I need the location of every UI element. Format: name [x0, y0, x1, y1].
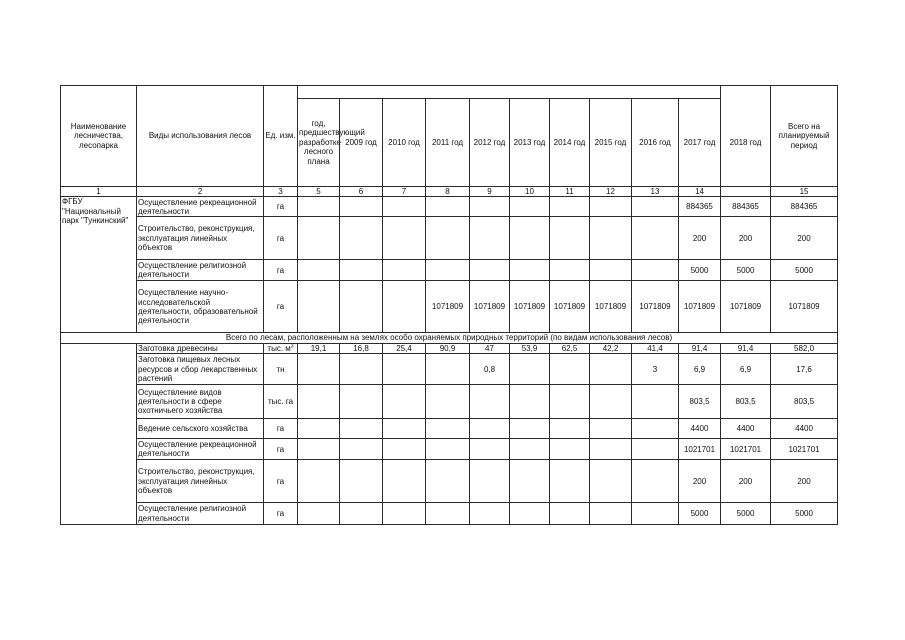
value-cell — [470, 460, 510, 503]
value-cell: 5000 — [721, 260, 771, 281]
value-cell — [632, 217, 679, 260]
unit-superscript: 3 — [290, 343, 294, 350]
use-type: Осуществление видов деятельности в сфере охотничьего хозяйства — [137, 385, 264, 419]
value-cell: 41,4 — [632, 343, 679, 353]
value-cell: 42,2 — [590, 343, 632, 353]
value-cell — [383, 385, 426, 419]
value-cell: 16,8 — [340, 343, 383, 353]
value-cell — [632, 460, 679, 503]
value-cell — [383, 197, 426, 217]
value-cell: 5000 — [721, 503, 771, 525]
value-cell — [298, 260, 340, 281]
col-number: 10 — [510, 187, 550, 197]
unit-text: тыс. га — [267, 397, 294, 407]
header-blank-cell — [721, 86, 771, 99]
use-type: Осуществление научно-исследовательской деятельности, образовательной деятельности — [137, 281, 264, 333]
col-number: 7 — [383, 187, 426, 197]
header-year-2012: 2012 год — [470, 99, 510, 187]
value-cell: 90,9 — [426, 343, 470, 353]
value-cell — [340, 385, 383, 419]
table-row — [61, 260, 838, 281]
unit-text: га — [276, 265, 285, 275]
use-type: Заготовка пищевых лесных ресурсов и сбор лекарственных растений — [137, 354, 264, 385]
header-year-2009: 2009 год — [340, 99, 383, 187]
value-cell — [298, 354, 340, 385]
table-row — [61, 354, 838, 385]
value-cell — [340, 197, 383, 217]
value-cell: 884365 — [721, 197, 771, 217]
col-number: 9 — [470, 187, 510, 197]
value-cell — [590, 197, 632, 217]
header-year-2014: 2014 год — [550, 99, 590, 187]
value-cell — [298, 503, 340, 525]
value-cell: 884365 — [679, 197, 721, 217]
value-cell: 47 — [470, 343, 510, 353]
value-cell: 200 — [771, 217, 838, 260]
table-row — [61, 439, 838, 460]
table-row — [61, 460, 838, 503]
unit-text: га — [276, 424, 285, 434]
value-cell: 200 — [679, 460, 721, 503]
value-cell — [426, 419, 470, 439]
value-cell: 3 — [632, 354, 679, 385]
value-cell: 5000 — [771, 260, 838, 281]
value-cell: 1021701 — [771, 439, 838, 460]
value-cell — [426, 439, 470, 460]
value-cell — [298, 197, 340, 217]
value-cell — [298, 419, 340, 439]
value-cell — [340, 260, 383, 281]
value-cell — [383, 354, 426, 385]
forest-use-table — [60, 85, 838, 525]
value-cell — [470, 419, 510, 439]
value-cell — [426, 197, 470, 217]
value-cell: 17,6 — [771, 354, 838, 385]
value-cell — [632, 385, 679, 419]
header-uses: Виды использования лесов — [137, 86, 264, 187]
table-row — [61, 281, 838, 333]
forestry-name: ФГБУ "Национальный парк "Тункинский" — [61, 197, 137, 333]
value-cell: 582,0 — [771, 343, 838, 353]
value-cell: 91,4 — [679, 343, 721, 353]
value-cell — [590, 260, 632, 281]
unit-text: га — [276, 476, 285, 486]
header-prev-year: год, предшествующий разработке лесного плана — [298, 99, 340, 187]
summary-title: Всего по лесам, расположенным на землях особо охраняемых природных территорий (по видам использования лесов) — [61, 333, 838, 343]
value-cell — [590, 439, 632, 460]
value-cell: 803,5 — [679, 385, 721, 419]
value-cell — [632, 439, 679, 460]
value-cell: 5000 — [679, 503, 721, 525]
value-cell — [383, 460, 426, 503]
value-cell: 1071809 — [426, 281, 470, 333]
value-cell: 200 — [771, 460, 838, 503]
unit — [264, 197, 298, 217]
value-cell — [340, 503, 383, 525]
unit — [264, 354, 298, 385]
header-year-2015: 2015 год — [590, 99, 632, 187]
unit — [264, 503, 298, 525]
unit-text: тыс. м — [267, 343, 291, 353]
header-year-2016: 2016 год — [632, 99, 679, 187]
use-type: Осуществление рекреационной деятельности — [137, 439, 264, 460]
value-cell — [550, 419, 590, 439]
value-cell: 884365 — [771, 197, 838, 217]
use-type: Строительство, реконструкция, эксплуатация линейных объектов — [137, 217, 264, 260]
value-cell — [590, 419, 632, 439]
header-years-group — [298, 86, 721, 99]
value-cell — [550, 503, 590, 525]
value-cell — [298, 460, 340, 503]
value-cell — [590, 385, 632, 419]
value-cell: 6,9 — [721, 354, 771, 385]
table-row — [61, 419, 838, 439]
header-year-2010: 2010 год — [383, 99, 426, 187]
value-cell — [298, 439, 340, 460]
col-number: 14 — [679, 187, 721, 197]
header-forestry: Наименование лесничества, лесопарка — [61, 86, 137, 187]
unit — [264, 217, 298, 260]
value-cell — [426, 217, 470, 260]
value-cell: 1021701 — [721, 439, 771, 460]
unit-text: га — [276, 509, 285, 519]
value-cell — [550, 217, 590, 260]
value-cell — [632, 503, 679, 525]
unit-text: га — [276, 302, 285, 312]
value-cell: 1071809 — [632, 281, 679, 333]
forestry-name-empty — [61, 343, 137, 524]
value-cell: 25,4 — [383, 343, 426, 353]
value-cell: 4400 — [771, 419, 838, 439]
use-type: Осуществление религиозной деятельности — [137, 503, 264, 525]
value-cell — [590, 460, 632, 503]
value-cell — [510, 354, 550, 385]
header-year-2017: 2017 год — [679, 99, 721, 187]
col-number: 8 — [426, 187, 470, 197]
value-cell — [510, 385, 550, 419]
value-cell: 803,5 — [721, 385, 771, 419]
table-row — [61, 217, 838, 260]
value-cell — [590, 503, 632, 525]
value-cell — [340, 419, 383, 439]
unit-text: га — [276, 444, 285, 454]
value-cell: 4400 — [679, 419, 721, 439]
value-cell: 0,8 — [470, 354, 510, 385]
col-number: 2 — [137, 187, 264, 197]
value-cell — [340, 460, 383, 503]
header-unit: Ед. изм. — [264, 86, 298, 187]
value-cell — [510, 439, 550, 460]
unit — [264, 260, 298, 281]
col-number: 15 — [771, 187, 838, 197]
value-cell — [470, 260, 510, 281]
value-cell — [550, 197, 590, 217]
value-cell — [340, 439, 383, 460]
col-number: 13 — [632, 187, 679, 197]
value-cell — [426, 385, 470, 419]
value-cell — [550, 439, 590, 460]
unit — [264, 460, 298, 503]
value-cell: 803,5 — [771, 385, 838, 419]
table-row — [61, 197, 838, 217]
section1-body — [61, 197, 838, 333]
value-cell — [298, 217, 340, 260]
header-year-2013: 2013 год — [510, 99, 550, 187]
value-cell — [510, 460, 550, 503]
value-cell — [383, 503, 426, 525]
value-cell — [632, 260, 679, 281]
col-number: 11 — [550, 187, 590, 197]
value-cell: 1071809 — [470, 281, 510, 333]
use-type: Строительство, реконструкция, эксплуатация линейных объектов — [137, 460, 264, 503]
use-type: Осуществление религиозной деятельности — [137, 260, 264, 281]
header-year-2011: 2011 год — [426, 99, 470, 187]
value-cell: 1021701 — [679, 439, 721, 460]
value-cell — [298, 281, 340, 333]
value-cell: 1071809 — [679, 281, 721, 333]
unit — [264, 385, 298, 419]
value-cell — [470, 197, 510, 217]
value-cell — [383, 217, 426, 260]
value-cell — [426, 354, 470, 385]
value-cell — [426, 460, 470, 503]
value-cell — [632, 419, 679, 439]
value-cell: 1071809 — [510, 281, 550, 333]
value-cell — [470, 385, 510, 419]
value-cell — [510, 503, 550, 525]
table-row — [61, 385, 838, 419]
value-cell: 53,9 — [510, 343, 550, 353]
unit-text: га — [276, 202, 285, 212]
value-cell — [383, 281, 426, 333]
value-cell: 5000 — [679, 260, 721, 281]
value-cell — [340, 354, 383, 385]
header-year-2018: 2018 год — [721, 99, 771, 187]
value-cell — [470, 439, 510, 460]
value-cell — [383, 419, 426, 439]
value-cell: 1071809 — [590, 281, 632, 333]
value-cell: 6,9 — [679, 354, 721, 385]
value-cell — [383, 260, 426, 281]
value-cell: 200 — [721, 217, 771, 260]
use-type: Осуществление рекреационной деятельности — [137, 197, 264, 217]
col-number: 12 — [590, 187, 632, 197]
value-cell: 62,5 — [550, 343, 590, 353]
table-row — [61, 343, 838, 353]
col-number: 6 — [340, 187, 383, 197]
value-cell — [470, 217, 510, 260]
col-number — [721, 187, 771, 197]
value-cell: 1071809 — [550, 281, 590, 333]
col-number: 5 — [298, 187, 340, 197]
value-cell: 200 — [679, 217, 721, 260]
value-cell: 19,1 — [298, 343, 340, 353]
value-cell — [550, 385, 590, 419]
col-number: 3 — [264, 187, 298, 197]
value-cell: 91,4 — [721, 343, 771, 353]
value-cell — [470, 503, 510, 525]
value-cell — [510, 419, 550, 439]
unit — [264, 343, 298, 353]
section2-body — [61, 343, 838, 524]
unit-text: тн — [276, 364, 285, 374]
value-cell — [383, 439, 426, 460]
value-cell — [340, 217, 383, 260]
col-number: 1 — [61, 187, 137, 197]
value-cell — [510, 197, 550, 217]
value-cell: 200 — [721, 460, 771, 503]
value-cell — [590, 217, 632, 260]
value-cell — [510, 217, 550, 260]
value-cell — [340, 281, 383, 333]
unit — [264, 419, 298, 439]
use-type: Заготовка древесины — [137, 343, 264, 353]
value-cell — [298, 385, 340, 419]
header-total: Всего на планируемый период — [771, 86, 838, 187]
unit-text: га — [276, 233, 285, 243]
value-cell: 5000 — [771, 503, 838, 525]
unit — [264, 439, 298, 460]
value-cell — [550, 460, 590, 503]
value-cell — [550, 260, 590, 281]
use-type: Ведение сельского хозяйства — [137, 419, 264, 439]
value-cell — [590, 354, 632, 385]
value-cell: 1071809 — [721, 281, 771, 333]
value-cell: 1071809 — [771, 281, 838, 333]
value-cell — [510, 260, 550, 281]
unit — [264, 281, 298, 333]
value-cell — [426, 260, 470, 281]
value-cell — [426, 503, 470, 525]
value-cell: 4400 — [721, 419, 771, 439]
value-cell — [632, 197, 679, 217]
table-row — [61, 503, 838, 525]
value-cell — [550, 354, 590, 385]
